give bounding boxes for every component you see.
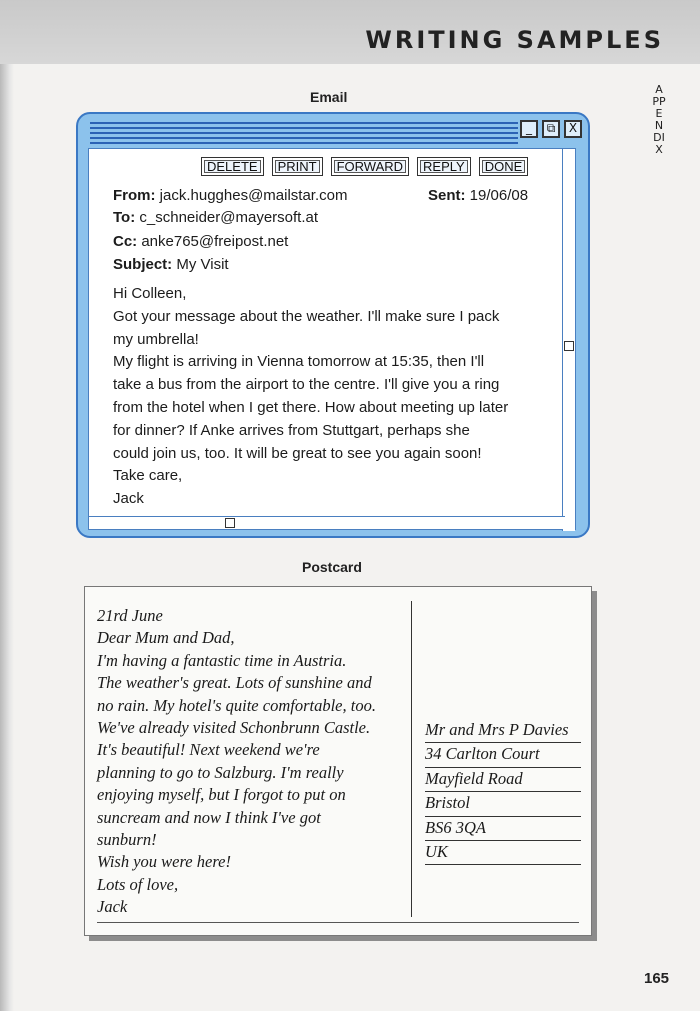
postcard-message-line: The weather's great. Lots of sunshine and — [97, 673, 372, 693]
email-body-line: take a bus from the airport to the centre. I'll give you a ring — [113, 376, 500, 394]
delete-button[interactable]: DELETE — [201, 157, 264, 176]
close-icon[interactable]: X — [564, 120, 582, 138]
address-line: Mr and Mrs P Davies — [425, 719, 581, 743]
vertical-scroll-thumb[interactable] — [564, 341, 574, 351]
to-field — [113, 209, 318, 226]
horizontal-scrollbar[interactable] — [89, 516, 565, 529]
sent-label: Sent: — [428, 187, 466, 204]
email-body-line: for dinner? If Anke arrives from Stuttgart, perhaps she — [113, 421, 470, 439]
postcard-divider — [411, 601, 412, 917]
subject-field — [113, 256, 229, 273]
sent-value: 19/06/08 — [469, 187, 529, 204]
postcard-message-line: planning to go to Salzburg. I'm really — [97, 762, 344, 782]
postcard-message-line: Wish you were here! — [97, 852, 231, 872]
horizontal-scroll-thumb[interactable] — [225, 518, 235, 528]
done-button[interactable]: DONE — [479, 157, 529, 176]
email-body-line: Hi Colleen, — [113, 285, 187, 302]
minimize-icon[interactable]: _ — [520, 120, 538, 138]
subject-label: Subject: — [113, 256, 173, 273]
address-line: Mayfield Road — [425, 768, 581, 792]
to-label: To: — [113, 209, 136, 226]
appendix-side-tab: APPENDIX — [652, 83, 666, 156]
to-value: c_schneider@mayersoft.at — [139, 209, 319, 226]
postcard-message-line: We've already visited Schonbrunn Castle. — [97, 718, 371, 738]
cc-value: anke765@freipost.net — [141, 233, 289, 250]
email-body-line: my umbrella! — [113, 330, 199, 348]
email-section-label: Email — [310, 89, 348, 105]
postcard-message-line: suncream and now I think I've got — [97, 807, 321, 827]
email-title-bar — [90, 122, 518, 144]
postcard-message — [97, 605, 407, 919]
vertical-scrollbar[interactable] — [562, 149, 575, 531]
postcard-section-label: Postcard — [302, 559, 362, 575]
print-button[interactable]: PRINT — [272, 157, 323, 176]
cc-label: Cc: — [113, 233, 138, 250]
address-line: 34 Carlton Court — [425, 743, 581, 767]
email-body-line: My flight is arriving in Vienna tomorrow at 15:35, then I'll — [113, 353, 485, 371]
postcard-message-line: 21rd June — [97, 606, 163, 625]
email-window — [76, 112, 590, 538]
postcard — [84, 586, 592, 936]
sent-field — [428, 187, 528, 204]
postcard-message-line: Lots of love, — [97, 874, 179, 894]
postcard-message-line: Dear Mum and Dad, — [97, 628, 235, 648]
email-body-line: Jack — [113, 490, 144, 508]
postcard-address — [425, 719, 581, 865]
cc-field — [113, 233, 288, 250]
page-number: 165 — [644, 970, 670, 987]
postcard-message-line: no rain. My hotel's quite comfortable, too. — [97, 695, 376, 715]
postcard-message-line: enjoying myself, but I forgot to put on — [97, 785, 346, 805]
address-line: Bristol — [425, 792, 581, 816]
forward-button[interactable]: FORWARD — [331, 157, 409, 176]
postcard-message-line: Jack — [97, 897, 128, 917]
email-body-line: Take care, — [113, 467, 183, 485]
from-field — [113, 187, 347, 204]
postcard-message-line: It's beautiful! Next weekend we're — [97, 740, 320, 760]
postcard-message-line: sunburn! — [97, 830, 157, 850]
reply-button[interactable]: REPLY — [417, 157, 471, 176]
maximize-icon[interactable]: ⧉ — [542, 120, 560, 138]
postcard-message-line: I'm having a fantastic time in Austria. — [97, 650, 347, 670]
subject-value: My Visit — [176, 256, 229, 273]
email-body-line: Got your message about the weather. I'll make sure I pack — [113, 307, 500, 325]
from-label: From: — [113, 187, 156, 204]
book-spine-shadow — [0, 0, 14, 1011]
from-value: jack.hugghes@mailstar.com — [159, 187, 348, 204]
email-body-line: from the hotel when I get there. How about meeting up later — [113, 398, 509, 416]
email-body — [113, 283, 553, 511]
page-title: WRITING SAMPLES — [365, 26, 664, 54]
email-toolbar — [201, 157, 528, 176]
email-content-pane — [88, 148, 576, 530]
address-line: UK — [425, 841, 581, 865]
address-line: BS6 3QA — [425, 817, 581, 841]
postcard-bottom-line — [97, 922, 579, 923]
email-body-line: could join us, too. It will be great to see you again soon! — [113, 444, 482, 462]
